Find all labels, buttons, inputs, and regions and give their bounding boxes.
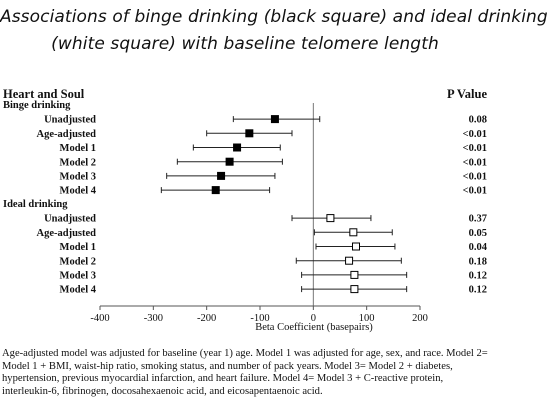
study-label: Heart and Soul [3, 87, 85, 101]
p-value: 0.12 [468, 270, 487, 282]
estimate-marker-filled [234, 144, 241, 151]
estimate-marker-open [351, 271, 358, 278]
estimate-marker-open [350, 229, 357, 236]
estimate-marker-filled [218, 172, 225, 179]
row-label: Model 2 [59, 256, 96, 268]
p-value-header: P Value [447, 87, 487, 101]
x-tick-label: -100 [250, 313, 270, 324]
estimate-marker-filled [212, 187, 219, 194]
estimate-marker-open [353, 243, 360, 250]
row-label: Model 2 [59, 157, 96, 169]
p-value: 0.05 [468, 227, 487, 239]
p-value: <0.01 [462, 171, 487, 183]
row-label: Model 3 [59, 270, 96, 282]
group-header: Binge drinking [3, 100, 71, 111]
p-value: <0.01 [462, 157, 487, 169]
x-tick-label: -200 [197, 313, 217, 324]
p-value: 0.18 [468, 256, 487, 268]
estimate-marker-filled [271, 116, 278, 123]
p-value: <0.01 [462, 185, 487, 197]
x-tick-label: -400 [90, 313, 110, 324]
estimate-marker-open [351, 286, 358, 293]
p-value: 0.04 [468, 242, 487, 254]
p-value: 0.12 [468, 284, 487, 296]
x-axis-label: Beta Coefficient (basepairs) [255, 322, 373, 333]
row-label: Model 1 [59, 242, 96, 254]
row-label: Model 1 [59, 143, 96, 155]
title-line-1: Associations of binge drinking (black square) and ideal drinking [0, 7, 548, 27]
row-label: Unadjusted [44, 114, 96, 126]
x-axis [90, 103, 428, 324]
p-value: 0.08 [468, 114, 487, 126]
row-label: Model 4 [59, 284, 96, 296]
figure-footnote: Age-adjusted model was adjusted for baseline (year 1) age. Model 1 was adjusted for age, sex, and race. Model 2= Model 1 + BMI, waist-hip ratio, smoking status, and number of pack years. Model 3= Model 2 + diabetes, hypertension, previous myocardial infarction, and heart failure. Model 4= Model 3 + C-reactive protein, interleukin-6, fibrinogen, docosahexaenoic acid, and eicosapentaenoic acid. [2, 348, 488, 397]
estimate-marker-open [346, 257, 353, 264]
x-tick-label: 100 [358, 313, 375, 324]
x-tick-label: 0 [310, 313, 316, 324]
group-header: Ideal drinking [3, 199, 68, 210]
row-label: Age-adjusted [36, 128, 96, 140]
row-label: Model 3 [59, 171, 96, 183]
forest-rows [3, 100, 488, 296]
p-value: 0.37 [468, 213, 487, 225]
estimate-marker-filled [246, 130, 253, 137]
estimate-marker-filled [226, 158, 233, 165]
x-tick-label: 200 [412, 313, 428, 324]
title-line-2: (white square) with baseline telomere length [51, 34, 439, 54]
row-label: Model 4 [59, 185, 96, 197]
p-value: <0.01 [462, 128, 487, 140]
row-label: Unadjusted [44, 213, 96, 225]
x-tick-label: -300 [143, 313, 163, 324]
estimate-marker-open [327, 215, 334, 222]
row-label: Age-adjusted [36, 227, 96, 239]
p-value: <0.01 [462, 143, 487, 155]
